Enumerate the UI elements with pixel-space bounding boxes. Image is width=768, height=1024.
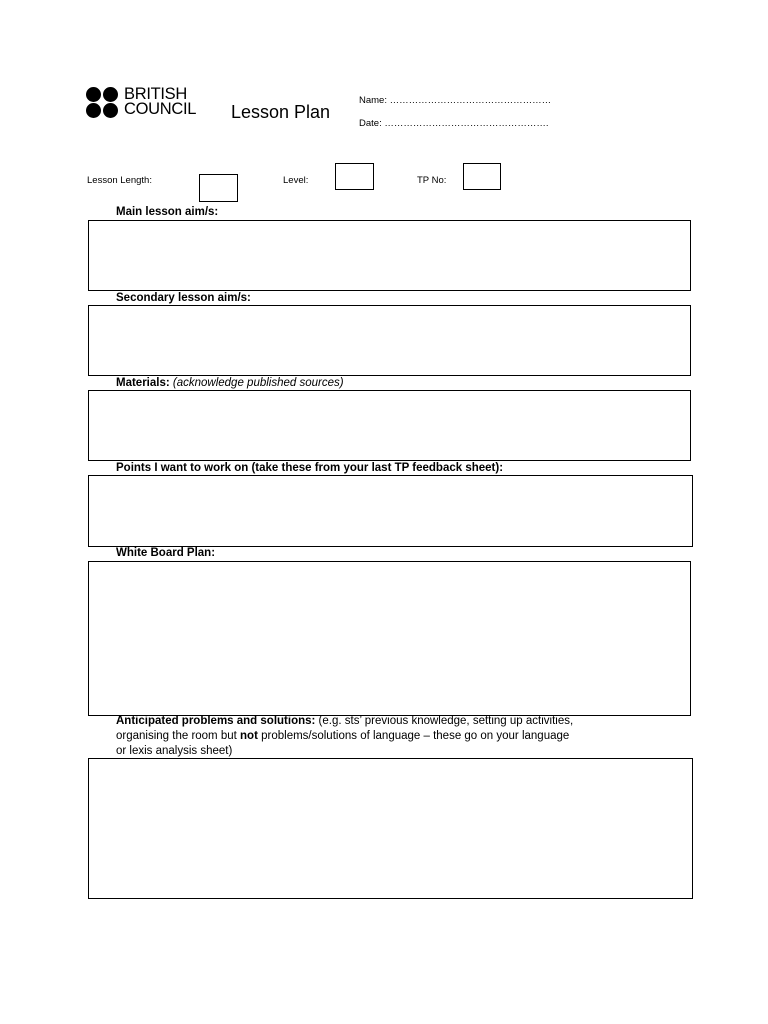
- lesson-length-label: Lesson Length:: [87, 175, 152, 186]
- date-field[interactable]: …………………………………………….: [384, 118, 549, 129]
- whiteboard-box[interactable]: [88, 561, 691, 716]
- date-label: Date:: [359, 118, 382, 129]
- secondary-aim-box[interactable]: [88, 305, 691, 376]
- problems-note-2c: problems/solutions of language – these go on your language: [257, 730, 570, 742]
- problems-box[interactable]: [88, 758, 693, 899]
- main-aim-label: Main lesson aim/s:: [116, 206, 219, 218]
- problems-note-1: (e.g. sts’ previous knowledge, setting up activities,: [315, 715, 574, 727]
- materials-label-note: (acknowledge published sources): [172, 377, 344, 389]
- british-council-logo: [86, 86, 216, 122]
- logo-dots-icon: [86, 86, 120, 120]
- tp-no-label: TP No:: [417, 175, 447, 186]
- problems-line-2: [116, 729, 676, 744]
- date-row: [359, 118, 549, 129]
- page-title: Lesson Plan: [231, 102, 331, 122]
- materials-box[interactable]: [88, 390, 691, 461]
- name-field[interactable]: ……………………………………………: [389, 95, 552, 106]
- secondary-aim-label: Secondary lesson aim/s:: [116, 292, 251, 304]
- name-label: Name:: [359, 95, 387, 106]
- level-label: Level:: [283, 175, 309, 186]
- lesson-length-box[interactable]: [199, 174, 238, 202]
- problems-line-3: or lexis analysis sheet): [116, 745, 233, 757]
- logo-line-2: COUNCIL: [124, 100, 197, 118]
- tp-no-box[interactable]: [463, 163, 501, 190]
- problems-note-2b: not: [240, 730, 258, 742]
- problems-label: [116, 714, 676, 759]
- logo-wordmark: [124, 87, 196, 117]
- materials-label: [116, 376, 344, 391]
- whiteboard-label: White Board Plan:: [116, 547, 216, 559]
- points-box[interactable]: [88, 475, 693, 547]
- problems-note-2a: organising the room but: [116, 730, 241, 742]
- problems-label-bold: Anticipated problems and solutions:: [116, 715, 316, 727]
- points-label: Points I want to work on (take these from your last TP feedback sheet):: [116, 462, 504, 474]
- logo-line-1: BRITISH: [124, 85, 187, 103]
- materials-label-bold: Materials:: [116, 377, 170, 389]
- main-aim-box[interactable]: [88, 220, 691, 291]
- problems-line-1: [116, 714, 676, 729]
- level-box[interactable]: [335, 163, 374, 190]
- name-row: [359, 95, 551, 106]
